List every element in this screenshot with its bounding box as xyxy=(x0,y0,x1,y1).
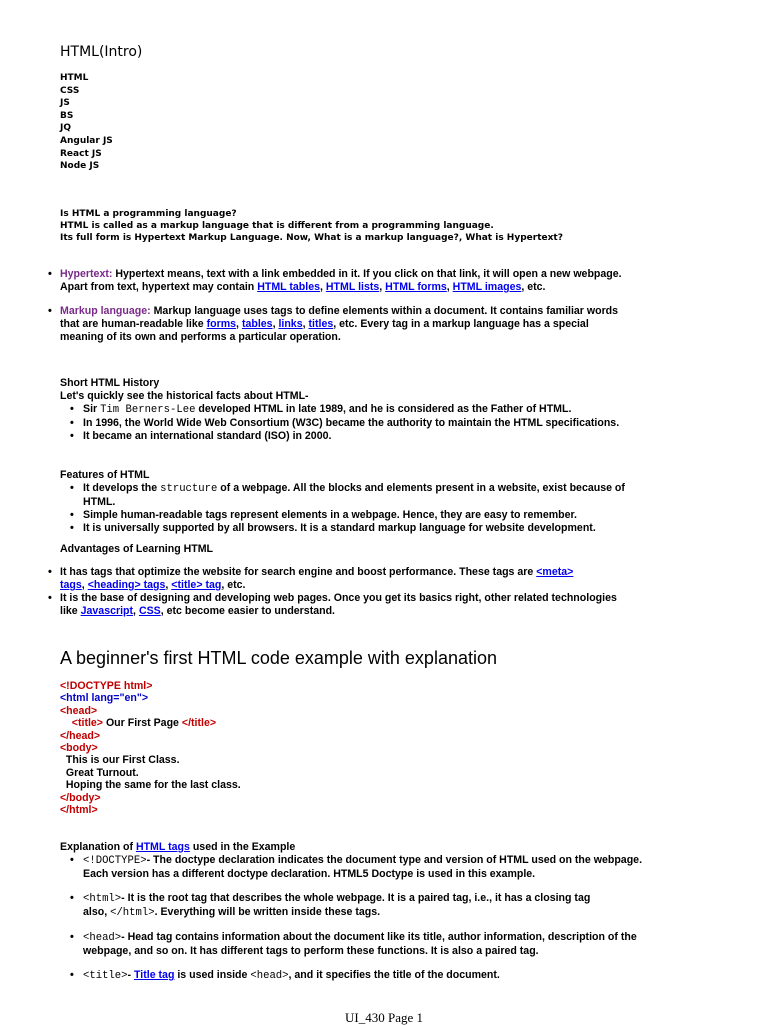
tech-list xyxy=(60,72,113,173)
tag-name: <head> xyxy=(250,970,289,982)
tag-name: </html> xyxy=(110,907,155,919)
features-heading: Features of HTML xyxy=(60,469,150,481)
code-token: <html lang= xyxy=(60,692,120,705)
tech-list-item: JS xyxy=(60,98,70,109)
code-token: Hoping the same for the last class. xyxy=(65,779,241,792)
explanation-text: - Head tag contains information about the document like its title, author information, description of the xyxy=(121,931,637,943)
history-heading: Short HTML History xyxy=(60,377,160,389)
link-heading-tags[interactable]: <heading> tags xyxy=(87,579,166,591)
code-line xyxy=(60,705,241,717)
hypertext-end: , etc. xyxy=(521,281,546,293)
explanation-text: - xyxy=(127,969,134,981)
tech-list-item: Node JS xyxy=(60,161,100,172)
separator: , xyxy=(133,605,139,617)
tech-list-item: BS xyxy=(60,110,74,121)
code-token: </title> xyxy=(181,717,217,730)
advantage-item xyxy=(48,566,708,592)
code-line xyxy=(60,804,241,816)
history-intro: Let's quickly see the historical facts about HTML- xyxy=(60,390,309,402)
advantages-list xyxy=(48,566,708,618)
markup-definition xyxy=(48,305,708,344)
separator: , xyxy=(379,281,386,293)
code-token: Great Turnout. xyxy=(65,766,139,779)
advantage-text: , etc become easier to understand. xyxy=(160,605,335,617)
advantage-text: • It is the base of designing and developing web pages. Once you get its basics right, other related technologies xyxy=(60,592,617,604)
hypertext-term: Hypertext: xyxy=(60,268,113,280)
link-tables[interactable]: tables xyxy=(241,318,273,330)
code-line xyxy=(60,779,241,791)
hypertext-line1: Hypertext means, text with a link embedded in it. If you click on that link, it will open a new webpage. xyxy=(112,268,622,280)
explanation-text: webpage, and so on. It has different tags to perform these functions. It is also a paired tag. xyxy=(83,945,539,957)
markup-line2: that are human-readable like xyxy=(60,318,207,330)
history-item: • In 1996, the World Wide Web Consortium (W3C) became the authority to maintain the HTML specifications. xyxy=(60,417,700,430)
doc-title: HTML(Intro) xyxy=(60,44,143,60)
separator: , xyxy=(272,318,279,330)
code-token: <head> xyxy=(60,704,98,717)
advantage-item xyxy=(48,592,708,618)
separator: , xyxy=(320,281,326,293)
features-section xyxy=(60,469,700,535)
explanation-text: also, xyxy=(83,906,111,918)
explanation-item xyxy=(60,931,700,958)
separator: , xyxy=(165,579,172,591)
link-titles[interactable]: titles xyxy=(308,318,334,330)
tag-name: <html> xyxy=(83,893,122,905)
tag-name: <!DOCTYPE> xyxy=(83,855,147,867)
code-line xyxy=(60,767,241,779)
feature-text: HTML. xyxy=(83,496,116,508)
explanation-text: - It is the root tag that describes the whole webpage. It is a paired tag, i.e., it has a closing tag xyxy=(121,892,591,904)
history-section xyxy=(60,377,700,443)
link-html-lists[interactable]: HTML lists xyxy=(325,281,380,293)
code-line xyxy=(60,692,241,704)
feature-item: • Simple human-readable tags represent elements in a webpage. Hence, they are easy to remember. xyxy=(60,509,700,522)
code-line xyxy=(60,754,241,766)
page-footer: UI_430 Page 1 xyxy=(345,1010,423,1025)
link-html-images[interactable]: HTML images xyxy=(452,281,522,293)
code-token: </head> xyxy=(60,729,101,742)
code-line xyxy=(60,717,241,729)
link-css[interactable]: CSS xyxy=(138,605,161,617)
feature-text: It develops the xyxy=(83,482,161,494)
history-text: Sir xyxy=(83,403,101,415)
markup-term: Markup language: xyxy=(60,305,151,317)
code-line xyxy=(60,792,241,804)
explanation-item xyxy=(60,969,700,983)
code-word: structure xyxy=(160,483,218,495)
explanation-item xyxy=(60,892,700,920)
code-token: Our First Page xyxy=(103,717,182,730)
feature-text: of a webpage. All the blocks and elements present in a website, exist because of xyxy=(217,482,625,494)
code-token: <body> xyxy=(60,741,98,754)
explanation-text: , and it specifies the title of the document. xyxy=(288,969,500,981)
feature-item xyxy=(60,482,700,509)
code-token: > xyxy=(141,692,149,705)
qa-line: Its full form is Hypertext Markup Language. Now, What is a markup language?, What is Hypertext? xyxy=(60,233,563,243)
example-heading: A beginner's first HTML code example with explanation xyxy=(60,648,497,668)
markup-line3: meaning of its own and performs a particular operation. xyxy=(60,331,341,343)
separator: , xyxy=(302,318,309,330)
link-javascript[interactable]: Javascript xyxy=(80,605,134,617)
hypertext-line2: Apart from text, hypertext may contain xyxy=(60,281,258,293)
explanation-text: . Everything will be written inside these tags. xyxy=(154,906,381,918)
code-token: This is our First Class. xyxy=(65,754,180,767)
separator: , xyxy=(446,281,453,293)
tech-list-item: Angular JS xyxy=(60,135,113,146)
tag-name: <title> xyxy=(83,970,128,982)
link-meta-tags[interactable]: <meta> xyxy=(536,566,574,578)
separator: , xyxy=(236,318,242,330)
explanation-text: Each version has a different doctype declaration. HTML5 Doctype is used in this example. xyxy=(83,868,536,880)
link-html-tags[interactable]: HTML tags xyxy=(135,841,190,853)
hypertext-definition xyxy=(48,268,708,294)
advantage-text: like xyxy=(60,605,81,617)
qa-line: HTML is called as a markup language that is different from a programming language. xyxy=(60,221,494,231)
code-line xyxy=(60,742,241,754)
person-name: Tim Berners-Lee xyxy=(100,404,196,416)
explanation-text: Explanation of xyxy=(60,841,136,853)
advantages-heading: Advantages of Learning HTML xyxy=(60,543,214,555)
link-title-tag[interactable]: <title> tag xyxy=(171,579,222,591)
link-html-tables[interactable]: HTML tables xyxy=(257,281,321,293)
code-token: <title> xyxy=(71,717,103,730)
link-title-tag-2[interactable]: Title tag xyxy=(134,969,175,981)
explanation-heading xyxy=(60,841,700,854)
history-item: • It became an international standard (ISO) in 2000. xyxy=(60,430,700,443)
link-links[interactable]: links xyxy=(278,318,303,330)
code-token: "en" xyxy=(119,692,142,705)
history-item xyxy=(60,403,700,417)
separator: , xyxy=(81,579,88,591)
advantage-text: It has tags that optimize the website for search engine and boost performance. These tags are xyxy=(60,566,537,578)
link-meta-tags-cont[interactable]: tags xyxy=(60,579,82,591)
definitions xyxy=(48,268,708,344)
explanation-text: is used inside xyxy=(174,969,251,981)
markup-line2-end: , etc. Every tag in a markup language has a special xyxy=(333,318,589,330)
history-text: developed HTML in late 1989, and he is considered as the Father of HTML. xyxy=(195,403,572,415)
explanation-section xyxy=(60,841,700,983)
code-line xyxy=(60,680,241,692)
code-example xyxy=(60,680,241,816)
code-line xyxy=(60,730,241,742)
tech-list-item: React JS xyxy=(60,148,102,159)
tech-list-item: CSS xyxy=(60,85,80,96)
explanation-text: used in the Example xyxy=(189,841,296,853)
tech-list-item: HTML xyxy=(60,73,89,83)
feature-item: • It is universally supported by all browsers. It is a standard markup language for website development. xyxy=(60,522,700,535)
link-forms[interactable]: forms xyxy=(206,318,237,330)
markup-line1: Markup language uses tags to define elements within a document. It contains familiar words xyxy=(150,305,619,317)
qa-block xyxy=(60,208,563,244)
qa-line: Is HTML a programming language? xyxy=(60,209,237,219)
code-token: </html> xyxy=(60,803,98,816)
tag-name: <head> xyxy=(83,932,122,944)
explanation-text: - The doctype declaration indicates the document type and version of HTML used on the webpage. xyxy=(146,854,643,866)
code-token: <!DOCTYPE html> xyxy=(60,680,153,692)
code-token: </body> xyxy=(60,791,101,804)
link-html-forms[interactable]: HTML forms xyxy=(385,281,447,293)
advantage-text: , etc. xyxy=(221,579,246,591)
explanation-item xyxy=(60,854,700,881)
tech-list-item: JQ xyxy=(60,123,71,134)
